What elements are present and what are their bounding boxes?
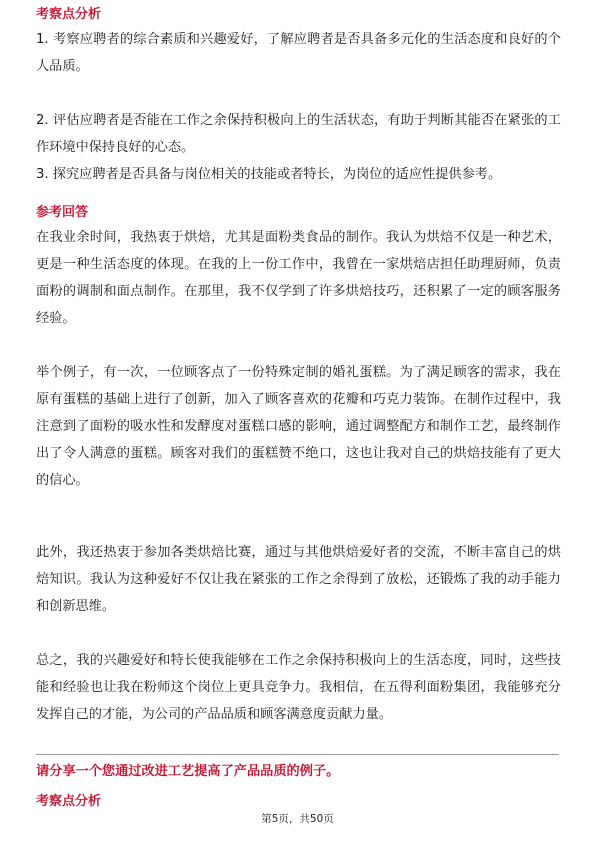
answer-paragraph-2: 举个例子，有一次，一位顾客点了一份特殊定制的婚礼蛋糕。为了满足顾客的需求，我在原有蛋糕的基础上进行了创新，加入了顾客喜欢的花瓣和巧克力装饰。在制作过程中，我注意到了面粉的吸水性和发酵度对蛋糕口感的影响，通过调整配方和制作工艺，最终制作出了令人满意的蛋糕。顾客对我们的蛋糕赞不绝口，这也让我对自己的烘焙技能有了更大的信心。 [36,365,561,488]
answer-paragraph-4: 总之，我的兴趣爱好和特长使我能够在工作之余保持积极向上的生活态度，同时，这些技能和经验也让我在粉师这个岗位上更具竞争力。我相信，在五得利面粉集团，我能够充分发挥自己的才能，为公司的产品品质和顾客满意度贡献力量。 [36,653,561,722]
page-number: 第5页，共50页 [261,813,334,825]
next-analysis-heading: 考察点分析 [36,794,102,809]
next-question: 请分享一个您通过改进工艺提高了产品品质的例子。 [36,764,340,779]
section-divider [36,754,559,755]
analysis-point-3: 3. 探究应聘者是否具备与岗位相关的技能或者特长，为岗位的适应性提供参考。 [36,167,502,182]
answer-paragraph-1: 在我业余时间，我热衷于烘焙，尤其是面粉类食品的制作。我认为烘焙不仅是一种艺术，更是一种生活态度的体现。在我的上一份工作中，我曾在一家烘焙店担任助理厨师，负责面粉的调制和面点制作。在那里，我不仅学到了许多烘焙技巧，还积累了一定的顾客服务经验。 [36,230,561,326]
answer-heading: 参考回答 [36,205,89,220]
analysis-point-1: 1. 考察应聘者的综合素质和兴趣爱好，了解应聘者是否具备多元化的生活态度和良好的个人品质。 [36,32,561,74]
analysis-point-2: 2. 评估应聘者是否能在工作之余保持积极向上的生活状态，有助于判断其能否在紧张的工作环境中保持良好的心态。 [36,113,561,155]
answer-paragraph-3: 此外，我还热衷于参加各类烘焙比赛，通过与其他烘焙爱好者的交流，不断丰富自己的烘焙知识。我认为这种爱好不仅让我在紧张的工作之余得到了放松，还锻炼了我的动手能力和创新思维。 [36,545,561,614]
analysis-heading: 考察点分析 [36,7,102,22]
